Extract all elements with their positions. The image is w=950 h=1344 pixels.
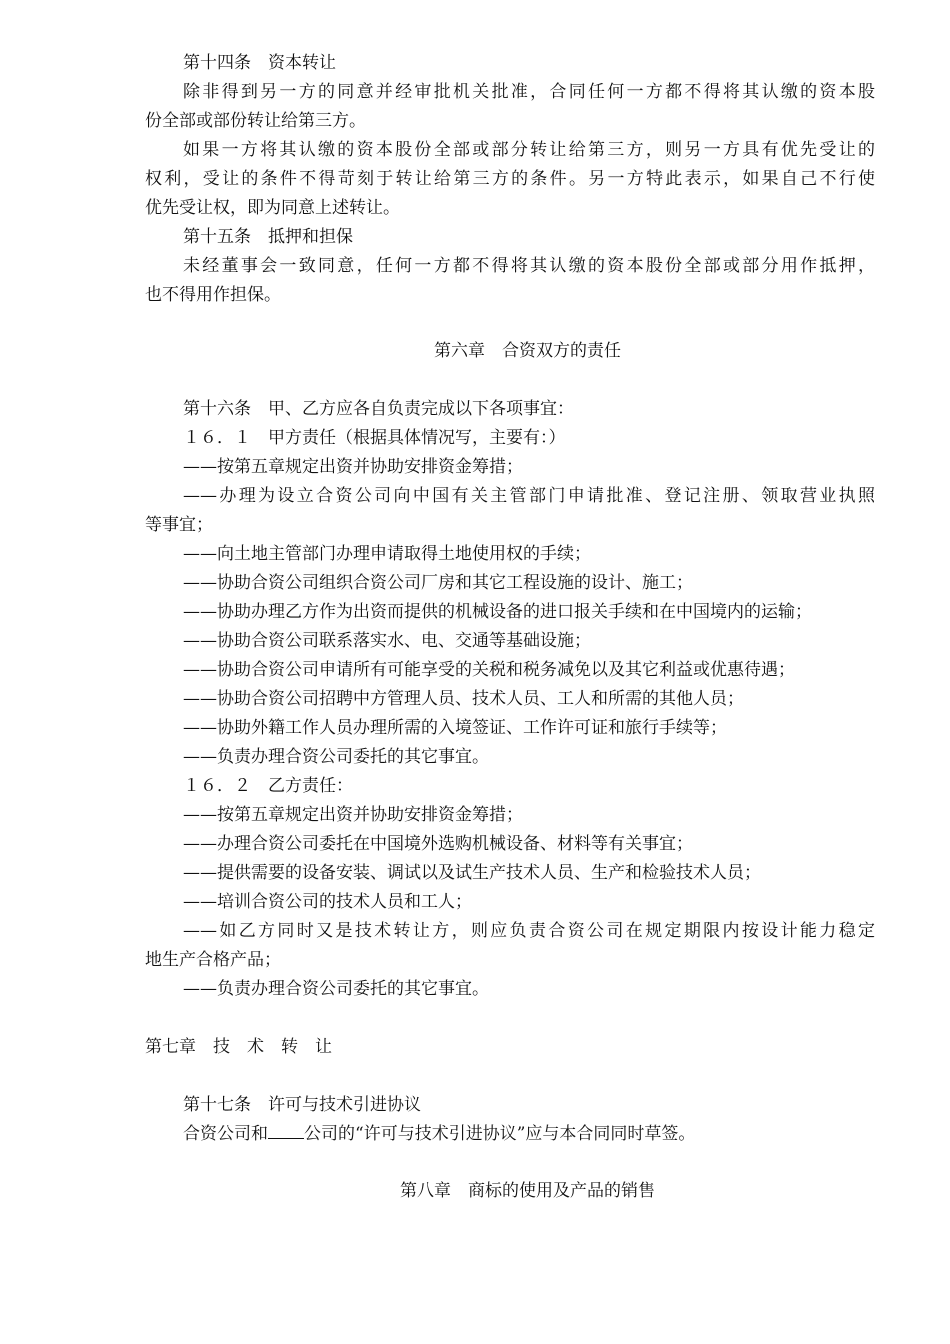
list-item: ——按第五章规定出资并协助安排资金筹措； (183, 457, 523, 477)
list-item: ——按第五章规定出资并协助安排资金筹措； (183, 805, 523, 825)
article-14-heading: 第十四条 资本转让 (183, 53, 336, 73)
article-17-text-after: 公司的“许可与技术引进协议”应与本合同同时草签。 (304, 1124, 696, 1144)
list-item: ——办理合资公司委托在中国境外选购机械设备、材料等有关事宜； (183, 834, 693, 854)
section-16-1-title: １６．１ 甲方责任（根据具体情况写，主要有：） (183, 428, 566, 448)
list-item: ——协助合资公司申请所有可能享受的关税和税务减免以及其它利益或优惠待遇； (183, 660, 795, 680)
list-item: ——协助办理乙方作为出资而提供的机械设备的进口报关手续和在中国境内的运输； (183, 602, 812, 622)
list-item: ——协助外籍工作人员办理所需的入境签证、工作许可证和旅行手续等； (183, 718, 727, 738)
article-14-paragraph-2-line-1: 如果一方将其认缴的资本股份全部或部分转让给第三方，则另一方具有优先受让的 (183, 140, 875, 160)
list-item: ——负责办理合资公司委托的其它事宜。 (183, 747, 489, 767)
list-item: ——如乙方同时又是技术转让方，则应负责合资公司在规定期限内按设计能力稳定 (183, 921, 875, 941)
fill-in-blank (268, 1123, 304, 1139)
list-item-continuation: 地生产合格产品； (145, 950, 281, 970)
list-item: ——办理为设立合资公司向中国有关主管部门申请批准、登记注册、领取营业执照 (183, 486, 875, 506)
chapter-6-title: 第六章 合资双方的责任 (434, 341, 621, 361)
article-14-paragraph-1-line-1: 除非得到另一方的同意并经审批机关批准，合同任何一方都不得将其认缴的资本股 (183, 82, 875, 102)
article-17-text (183, 1123, 695, 1145)
list-item: ——向土地主管部门办理申请取得土地使用权的手续； (183, 544, 591, 564)
list-item: ——负责办理合资公司委托的其它事宜。 (183, 979, 489, 999)
article-15-heading: 第十五条 抵押和担保 (183, 227, 353, 247)
article-15-paragraph-line-1: 未经董事会一致同意，任何一方都不得将其认缴的资本股份全部或部分用作抵押， (183, 256, 875, 276)
list-item: ——协助合资公司招聘中方管理人员、技术人员、工人和所需的其他人员； (183, 689, 744, 709)
list-item: ——协助合资公司联系落实水、电、交通等基础设施； (183, 631, 591, 651)
list-item: ——协助合资公司组织合资公司厂房和其它工程设施的设计、施工； (183, 573, 693, 593)
chapter-7-title: 第七章 技 术 转 让 (145, 1037, 332, 1057)
chapter-8-title: 第八章 商标的使用及产品的销售 (400, 1181, 655, 1201)
article-14-paragraph-2-line-2: 权利，受让的条件不得苛刻于转让给第三方的条件。另一方特此表示，如果自己不行使 (145, 169, 875, 189)
article-16-heading: 第十六条 甲、乙方应各自负责完成以下各项事宜： (183, 399, 574, 419)
article-14-paragraph-1-line-2: 份全部或部份转让给第三方。 (145, 111, 366, 131)
list-item: ——培训合资公司的技术人员和工人； (183, 892, 472, 912)
article-15-paragraph-line-2: 也不得用作担保。 (145, 285, 281, 305)
section-16-2-title: １６．２ 乙方责任： (183, 776, 353, 796)
article-17-text-before: 合资公司和 (183, 1124, 268, 1144)
article-17-heading: 第十七条 许可与技术引进协议 (183, 1095, 421, 1115)
list-item: ——提供需要的设备安装、调试以及试生产技术人员、生产和检验技术人员； (183, 863, 761, 883)
list-item-continuation: 等事宜； (145, 515, 213, 535)
article-14-paragraph-2-line-3: 优先受让权，即为同意上述转让。 (145, 198, 400, 218)
